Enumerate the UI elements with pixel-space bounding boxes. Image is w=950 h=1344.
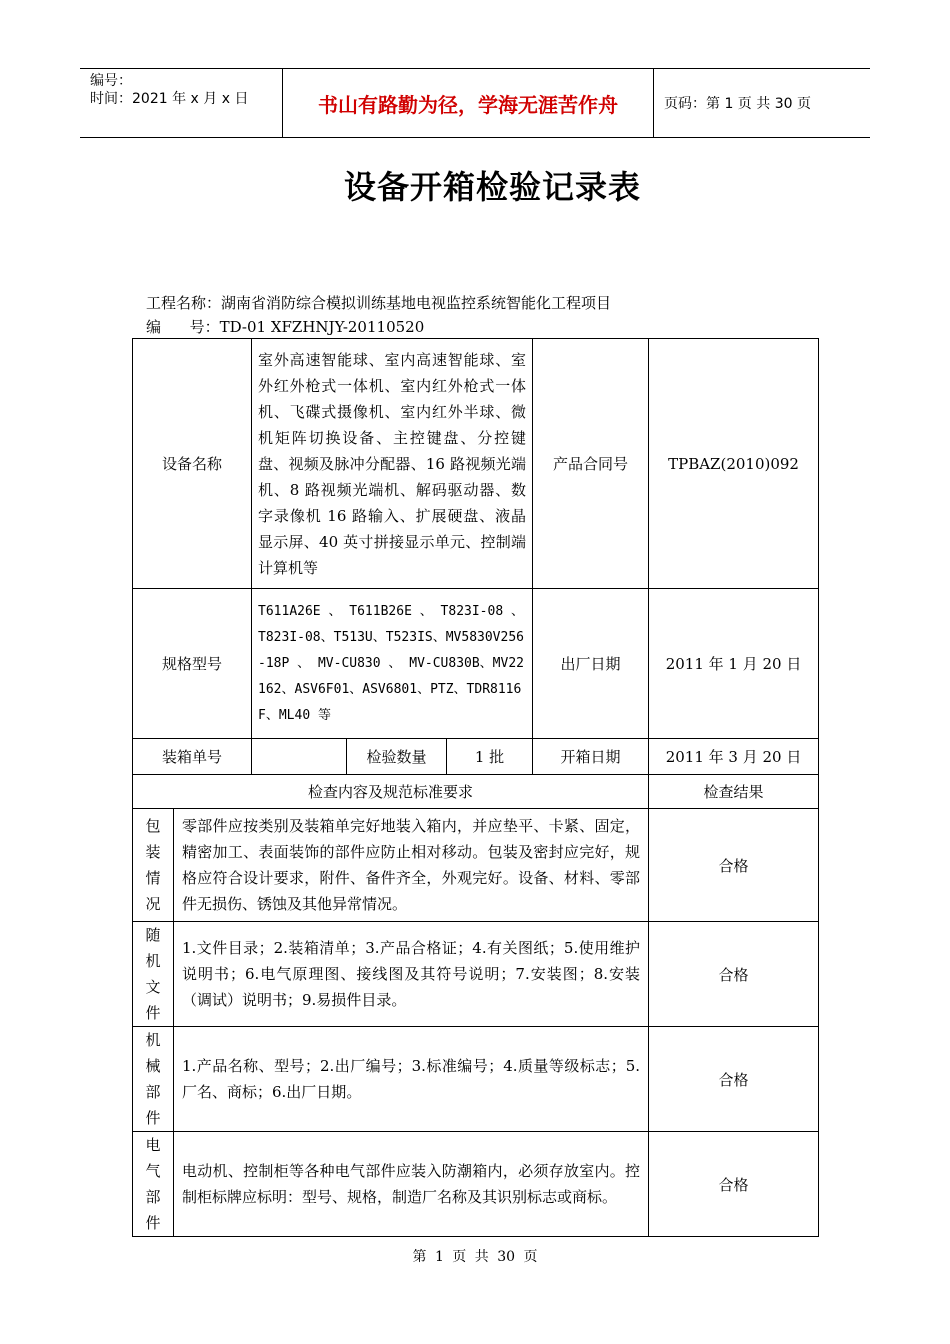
- record-code: 编 号：TD-01 XFZHNJY-20110520: [146, 318, 425, 336]
- device-name-label: 设备名称: [133, 339, 252, 589]
- table-row: [133, 809, 819, 922]
- page-footer: 第 1 页 共 30 页: [412, 1249, 538, 1265]
- factory-date-label: 出厂日期: [533, 589, 649, 739]
- open-date-value: 2011 年 3 月 20 日: [649, 739, 819, 775]
- header-info-cell: [80, 69, 282, 137]
- row-category: 随机文件: [133, 922, 174, 1027]
- row-result: 合格: [649, 1027, 819, 1132]
- quantity-label: 检验数量: [347, 739, 447, 775]
- project-name: 工程名称：湖南省消防综合模拟训练基地电视监控系统智能化工程项目: [146, 294, 612, 312]
- contract-label: 产品合同号: [533, 339, 649, 589]
- table-row: [133, 1027, 819, 1132]
- inspection-header: 检查内容及规范标准要求: [133, 775, 649, 809]
- packing-no-label: 装箱单号: [133, 739, 252, 775]
- page-header: [80, 68, 870, 138]
- result-header: 检查结果: [649, 775, 819, 809]
- device-name-row: [133, 339, 819, 589]
- row-result: 合格: [649, 922, 819, 1027]
- row-category: 包装情况: [133, 809, 174, 922]
- factory-date-value: 2011 年 1 月 20 日: [649, 589, 819, 739]
- table-row: [133, 922, 819, 1027]
- header-page-label: 页码：第 1 页 共 30 页: [664, 96, 811, 112]
- time-label: 时间：2021 年 x 月 x 日: [90, 91, 249, 107]
- inspection-header-row: [133, 775, 819, 809]
- row-content: 零部件应按类别及装箱单完好地装入箱内，并应垫平、卡紧、固定，精密加工、表面装饰的部件应防止相对移动。包装及密封应完好，规格应符合设计要求，附件、备件齐全，外观完好。设备、材料、零部件无损伤、锈蚀及其他异常情况。: [174, 809, 649, 922]
- row-content: 电动机、控制柜等各种电气部件应装入防潮箱内，必须存放室内。控制柜标牌应标明：型号、规格，制造厂名称及其识别标志或商标。: [174, 1132, 649, 1237]
- number-label: 编号：: [90, 73, 132, 89]
- packing-no-value: [252, 739, 347, 775]
- row-category: 机械部件: [133, 1027, 174, 1132]
- inspection-table: [132, 338, 819, 1237]
- row-content: 1.产品名称、型号；2.出厂编号；3.标准编号；4.质量等级标志；5.厂名、商标；6.出厂日期。: [174, 1027, 649, 1132]
- packing-row: [133, 739, 819, 775]
- model-label: 规格型号: [133, 589, 252, 739]
- contract-value: TPBAZ(2010)092: [649, 339, 819, 589]
- model-row: [133, 589, 819, 739]
- model-value: T611A26E 、 T611B26E 、 T823I-08 、 T823I-08、T513U、T523IS、MV5830V256-18P 、 MV-CU830 、 MV-CU830B、MV22162、ASV6F01、ASV6801、PTZ、TDR8116F、ML40 等: [252, 589, 533, 739]
- table-row: [133, 1132, 819, 1237]
- device-name-value: 室外高速智能球、室内高速智能球、室外红外枪式一体机、室内红外枪式一体机、飞碟式摄像机、室内红外半球、微机矩阵切换设备、主控键盘、分控键盘、视频及脉冲分配器、16 路视频光端机、8 路视频光端机、解码驱动器、数字录像机 16 路输入、扩展硬盘、液晶显示屏、40 英寸拼接显示单元、控制端计算机等: [252, 339, 533, 589]
- row-content: 1.文件目录；2.装箱清单；3.产品合格证；4.有关图纸；5.使用维护说明书；6.电气原理图、接线图及其符号说明；7.安装图；8.安装（调试）说明书；9.易损件目录。: [174, 922, 649, 1027]
- quantity-value: 1 批: [447, 739, 533, 775]
- row-result: 合格: [649, 1132, 819, 1237]
- row-category: 电气部件: [133, 1132, 174, 1237]
- open-date-label: 开箱日期: [533, 739, 649, 775]
- document-title: 设备开箱检验记录表: [343, 168, 641, 206]
- header-motto: 书山有路勤为径，学海无涯苦作舟: [282, 69, 654, 137]
- row-result: 合格: [649, 809, 819, 922]
